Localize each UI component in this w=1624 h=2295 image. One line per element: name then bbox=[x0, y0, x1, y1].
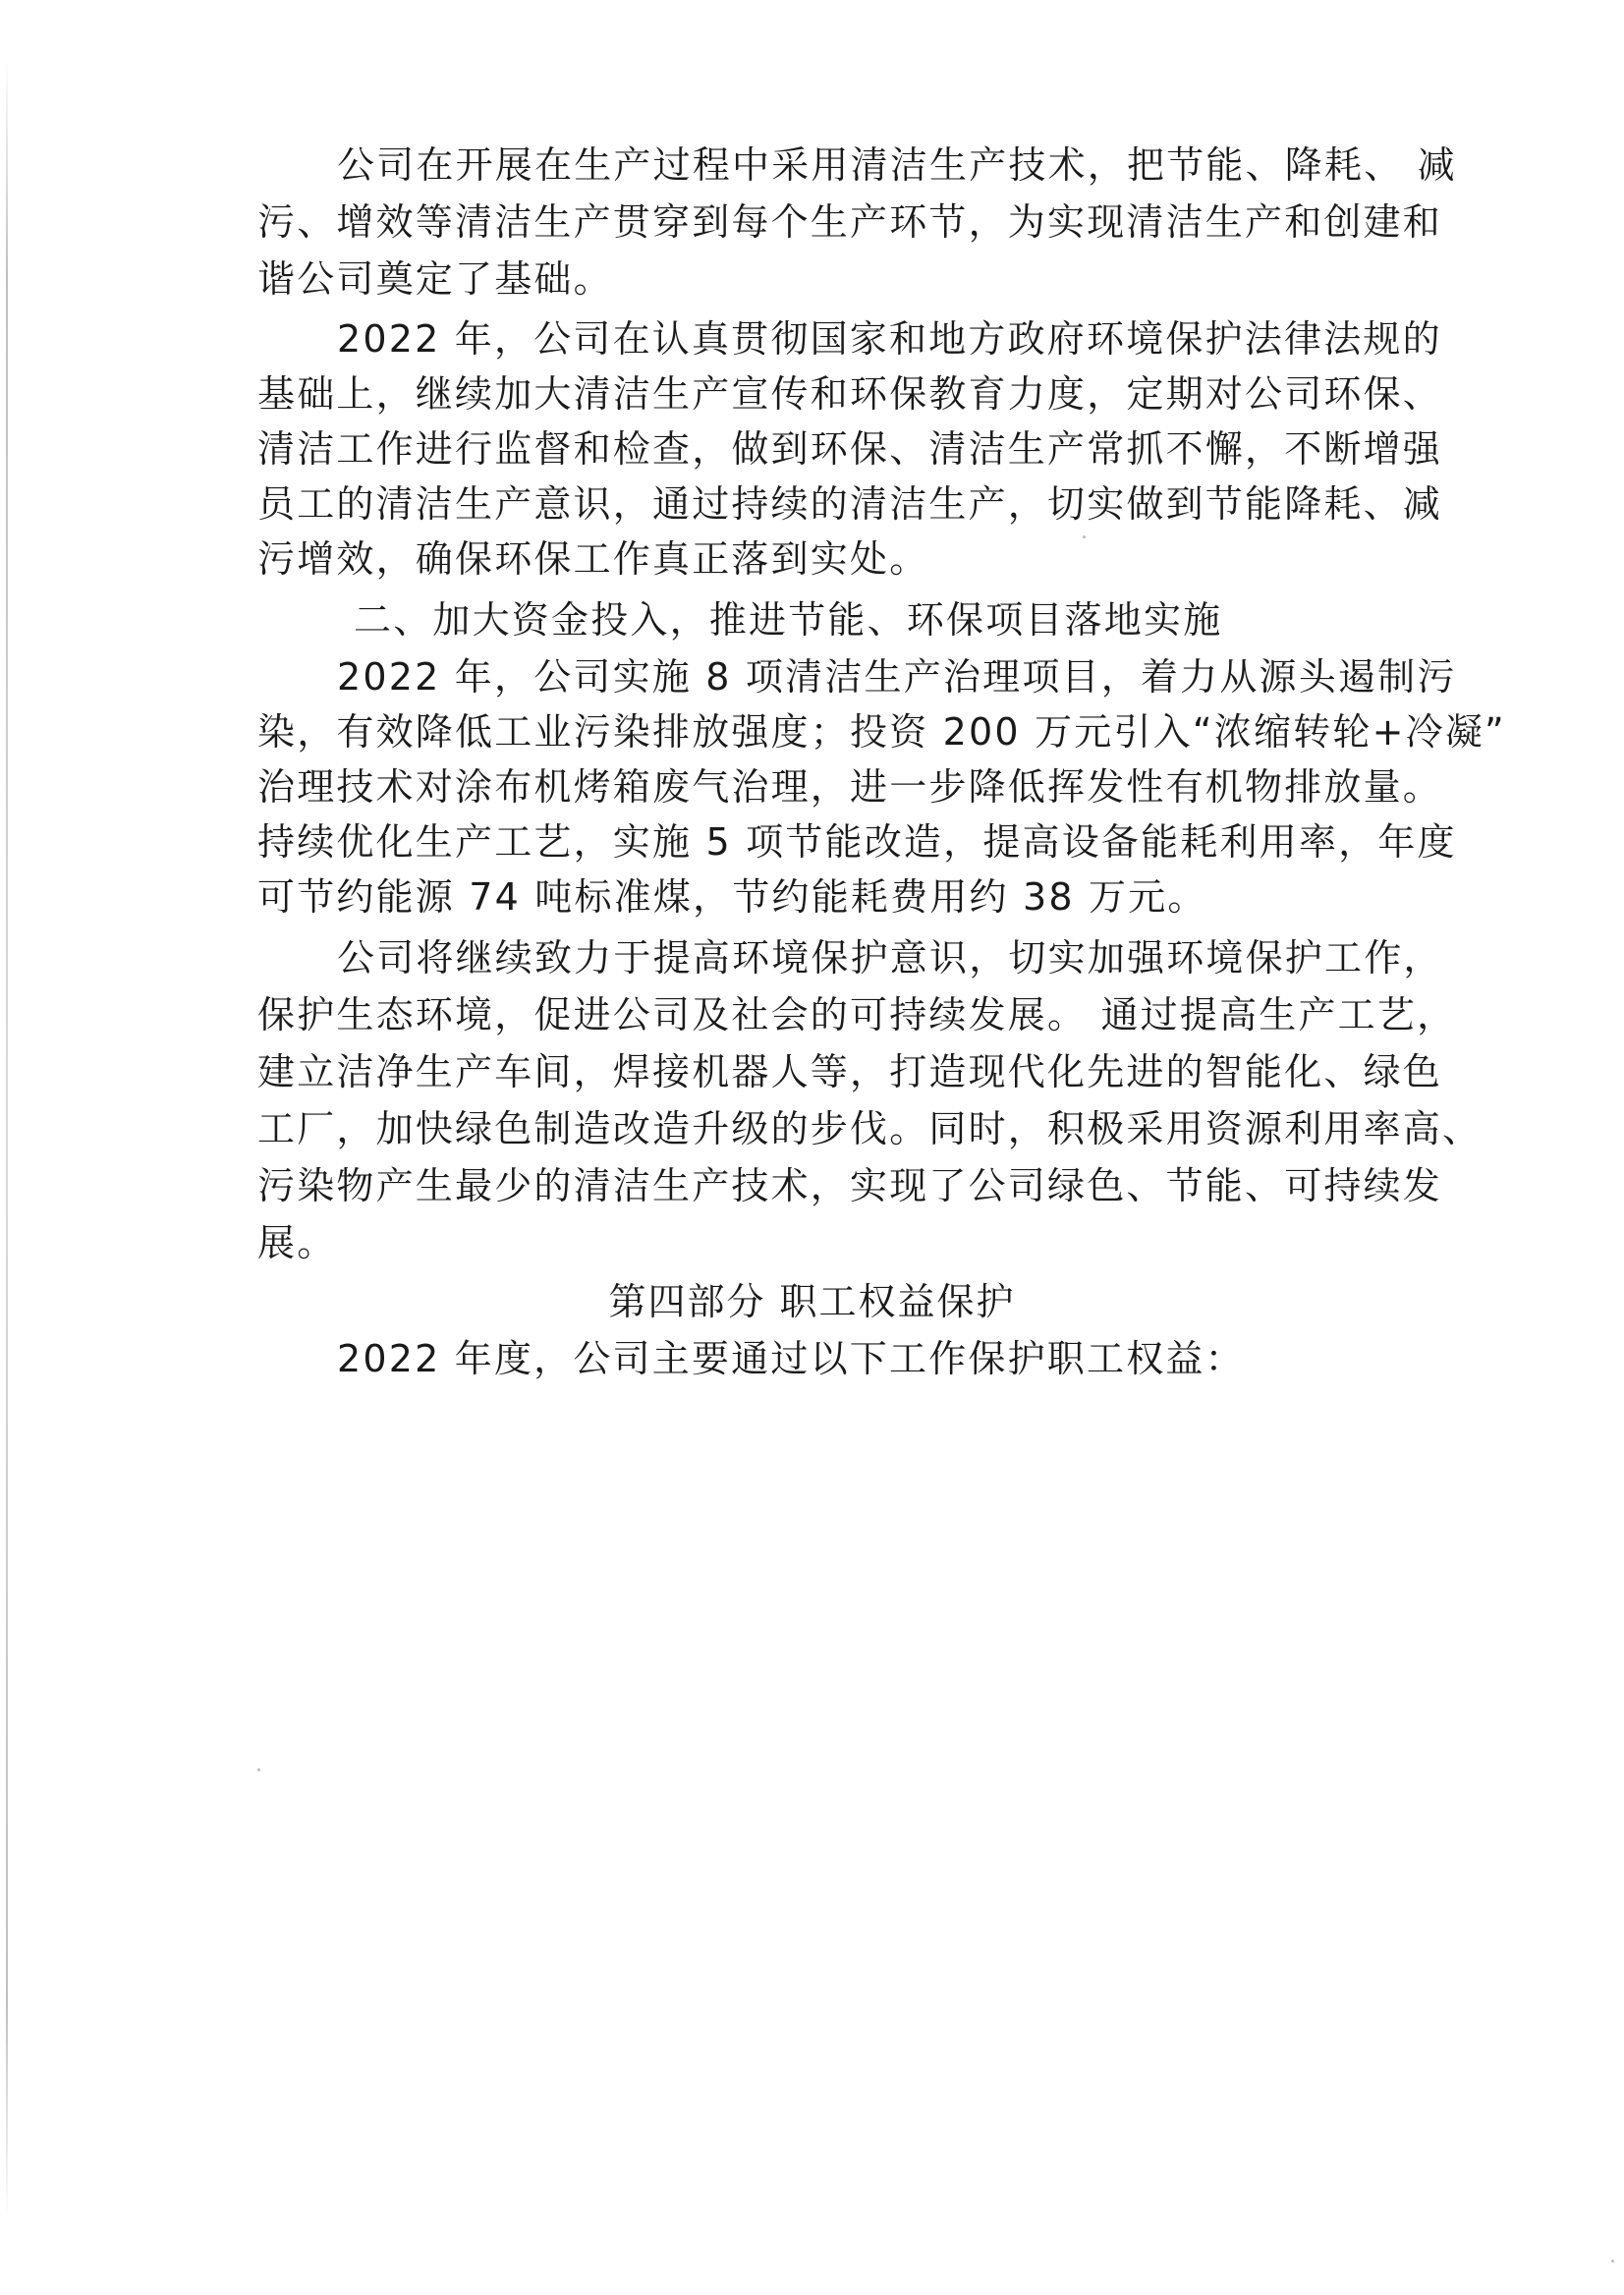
paragraph-2-line-3: 清洁工作进行监督和检查，做到环保、清洁生产常抓不懈，不断增强 bbox=[257, 427, 1443, 471]
paragraph-2-line-4: 员工的清洁生产意识，通过持续的清洁生产，切实做到节能降耗、减 bbox=[257, 482, 1443, 526]
paragraph-4-line-2: 保护生态环境，促进公司及社会的可持续发展。 通过提高生产工艺， bbox=[257, 993, 1457, 1036]
scan-speck bbox=[1083, 535, 1086, 538]
paragraph-2-line-5: 污增效，确保环保工作真正落到实处。 bbox=[257, 537, 929, 581]
paragraph-4-line-6: 展。 bbox=[257, 1221, 337, 1264]
scan-speck bbox=[1611, 2260, 1614, 2263]
paragraph-2-line-1: 2022 年，公司在认真贯彻国家和地方政府环境保护法律法规的 bbox=[337, 317, 1442, 361]
part-heading: 第四部分 职工权益保护 bbox=[608, 1280, 1016, 1323]
paragraph-4-line-4: 工厂，加快绿色制造改造升级的步伐。同时，积极采用资源利用率高、 bbox=[257, 1107, 1483, 1150]
scan-edge-shadow bbox=[6, 59, 8, 2220]
paragraph-4-line-3: 建立洁净生产车间，焊接机器人等，打造现代化先进的智能化、绿色 bbox=[257, 1050, 1443, 1093]
scan-speck bbox=[257, 1768, 260, 1771]
paragraph-3-line-3: 治理技术对涂布机烤箱废气治理，进一步降低挥发性有机物排放量。 bbox=[257, 765, 1443, 809]
paragraph-3-line-2: 染，有效降低工业污染排放强度；投资 200 万元引入“浓缩转轮+冷凝” bbox=[257, 710, 1506, 754]
paragraph-3-line-5: 可节约能源 74 吨标准煤，节约能耗费用约 38 万元。 bbox=[257, 875, 1207, 919]
paragraph-3-line-1: 2022 年，公司实施 8 项清洁生产治理项目，着力从源头遏制污 bbox=[337, 655, 1457, 699]
paragraph-4-line-5: 污染物产生最少的清洁生产技术，实现了公司绿色、节能、可持续发 bbox=[257, 1164, 1443, 1207]
paragraph-4-line-1: 公司将继续致力于提高环境保护意识，切实加强环境保护工作， bbox=[337, 936, 1443, 980]
paragraph-1-line-2: 污、增效等清洁生产贯穿到每个生产环节，为实现清洁生产和创建和 bbox=[257, 200, 1443, 244]
paragraph-3-line-4: 持续优化生产工艺，实施 5 项节能改造，提高设备能耗利用率，年度 bbox=[257, 820, 1457, 864]
closing-line: 2022 年度，公司主要通过以下工作保护职工权益： bbox=[337, 1337, 1245, 1380]
paragraph-1-line-1: 公司在开展在生产过程中采用清洁生产技术，把节能、降耗、 减 bbox=[337, 143, 1457, 187]
paragraph-2-line-2: 基础上，继续加大清洁生产宣传和环保教育力度，定期对公司环保、 bbox=[257, 372, 1443, 416]
paragraph-1-line-3: 谐公司奠定了基础。 bbox=[257, 257, 613, 301]
section-heading: 二、加大资金投入，推进节能、环保项目落地实施 bbox=[354, 598, 1223, 642]
